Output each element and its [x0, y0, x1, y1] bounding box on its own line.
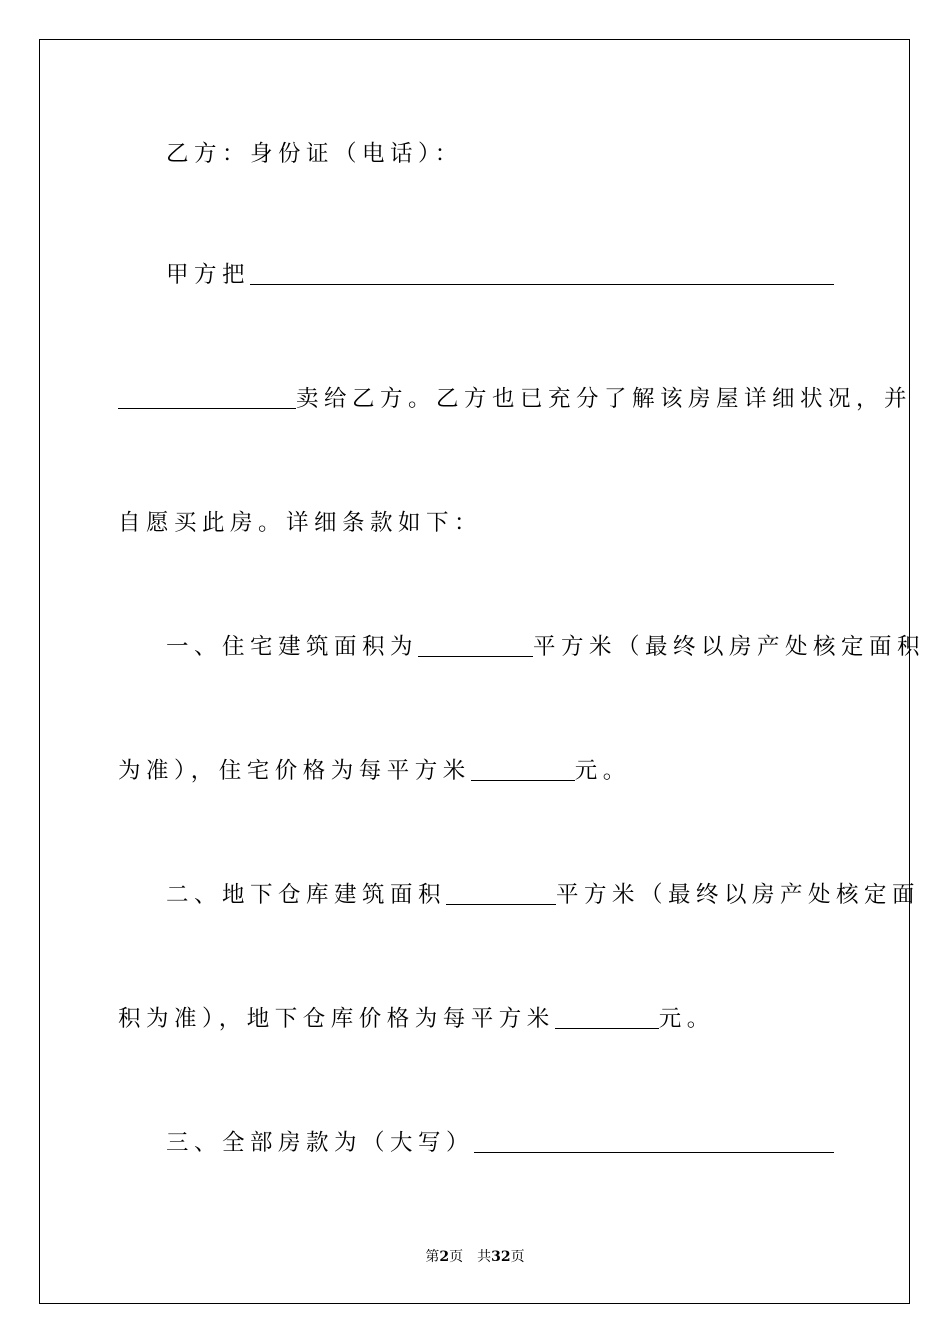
total-pages: 32	[491, 1249, 511, 1265]
page-prefix: 第	[425, 1249, 440, 1265]
clause-1-cont-text-start: 为准），住宅价格为每平方米	[118, 758, 471, 784]
terms-intro-text: 自愿买此房。详细条款如下：	[118, 510, 483, 536]
clause-2-cont-text-start: 积为准），地下仓库价格为每平方米	[118, 1006, 555, 1032]
party-a-label: 甲方把	[166, 262, 251, 288]
clause-2-text-start: 二、地下仓库建筑面积	[166, 882, 447, 908]
terms-intro-line	[118, 507, 834, 539]
residence-area-blank[interactable]	[418, 632, 533, 657]
clause-1-text-start: 一、住宅建筑面积为	[166, 634, 419, 660]
clause-2-cont-line	[118, 1003, 834, 1035]
clause-3-text: 三、全部房款为（大写）	[166, 1130, 475, 1156]
sale-line	[118, 383, 913, 415]
party-b-line	[118, 138, 834, 170]
clause-2-line	[118, 879, 921, 911]
total-prefix: 共	[477, 1249, 492, 1265]
sale-text: 卖给乙方。乙方也已充分了解该房屋详细状况，并	[296, 386, 913, 412]
clause-1-cont-text-end: 元。	[574, 758, 631, 784]
storage-area-blank[interactable]	[446, 880, 556, 905]
clause-2-cont-text-end: 元。	[658, 1006, 715, 1032]
property-blank-continued[interactable]	[118, 384, 296, 409]
page-border	[39, 39, 913, 1304]
clause-3-line	[118, 1127, 834, 1159]
property-blank[interactable]	[250, 260, 834, 285]
party-a-line	[118, 259, 834, 291]
page-suffix: 页	[449, 1249, 464, 1265]
clause-1-line	[118, 631, 926, 663]
storage-price-blank[interactable]	[555, 1004, 659, 1029]
party-b-label: 乙方：身份证（电话）：	[166, 141, 463, 167]
clause-1-cont-line	[118, 755, 834, 787]
page-number: 2	[439, 1249, 450, 1265]
residence-price-blank[interactable]	[471, 756, 575, 781]
total-suffix: 页	[510, 1249, 525, 1265]
clause-2-text-end: 平方米（最终以房产处核定面	[556, 882, 921, 908]
page-footer	[0, 1247, 950, 1267]
total-price-blank[interactable]	[474, 1128, 834, 1153]
clause-1-text-end: 平方米（最终以房产处核定面积	[533, 634, 926, 660]
